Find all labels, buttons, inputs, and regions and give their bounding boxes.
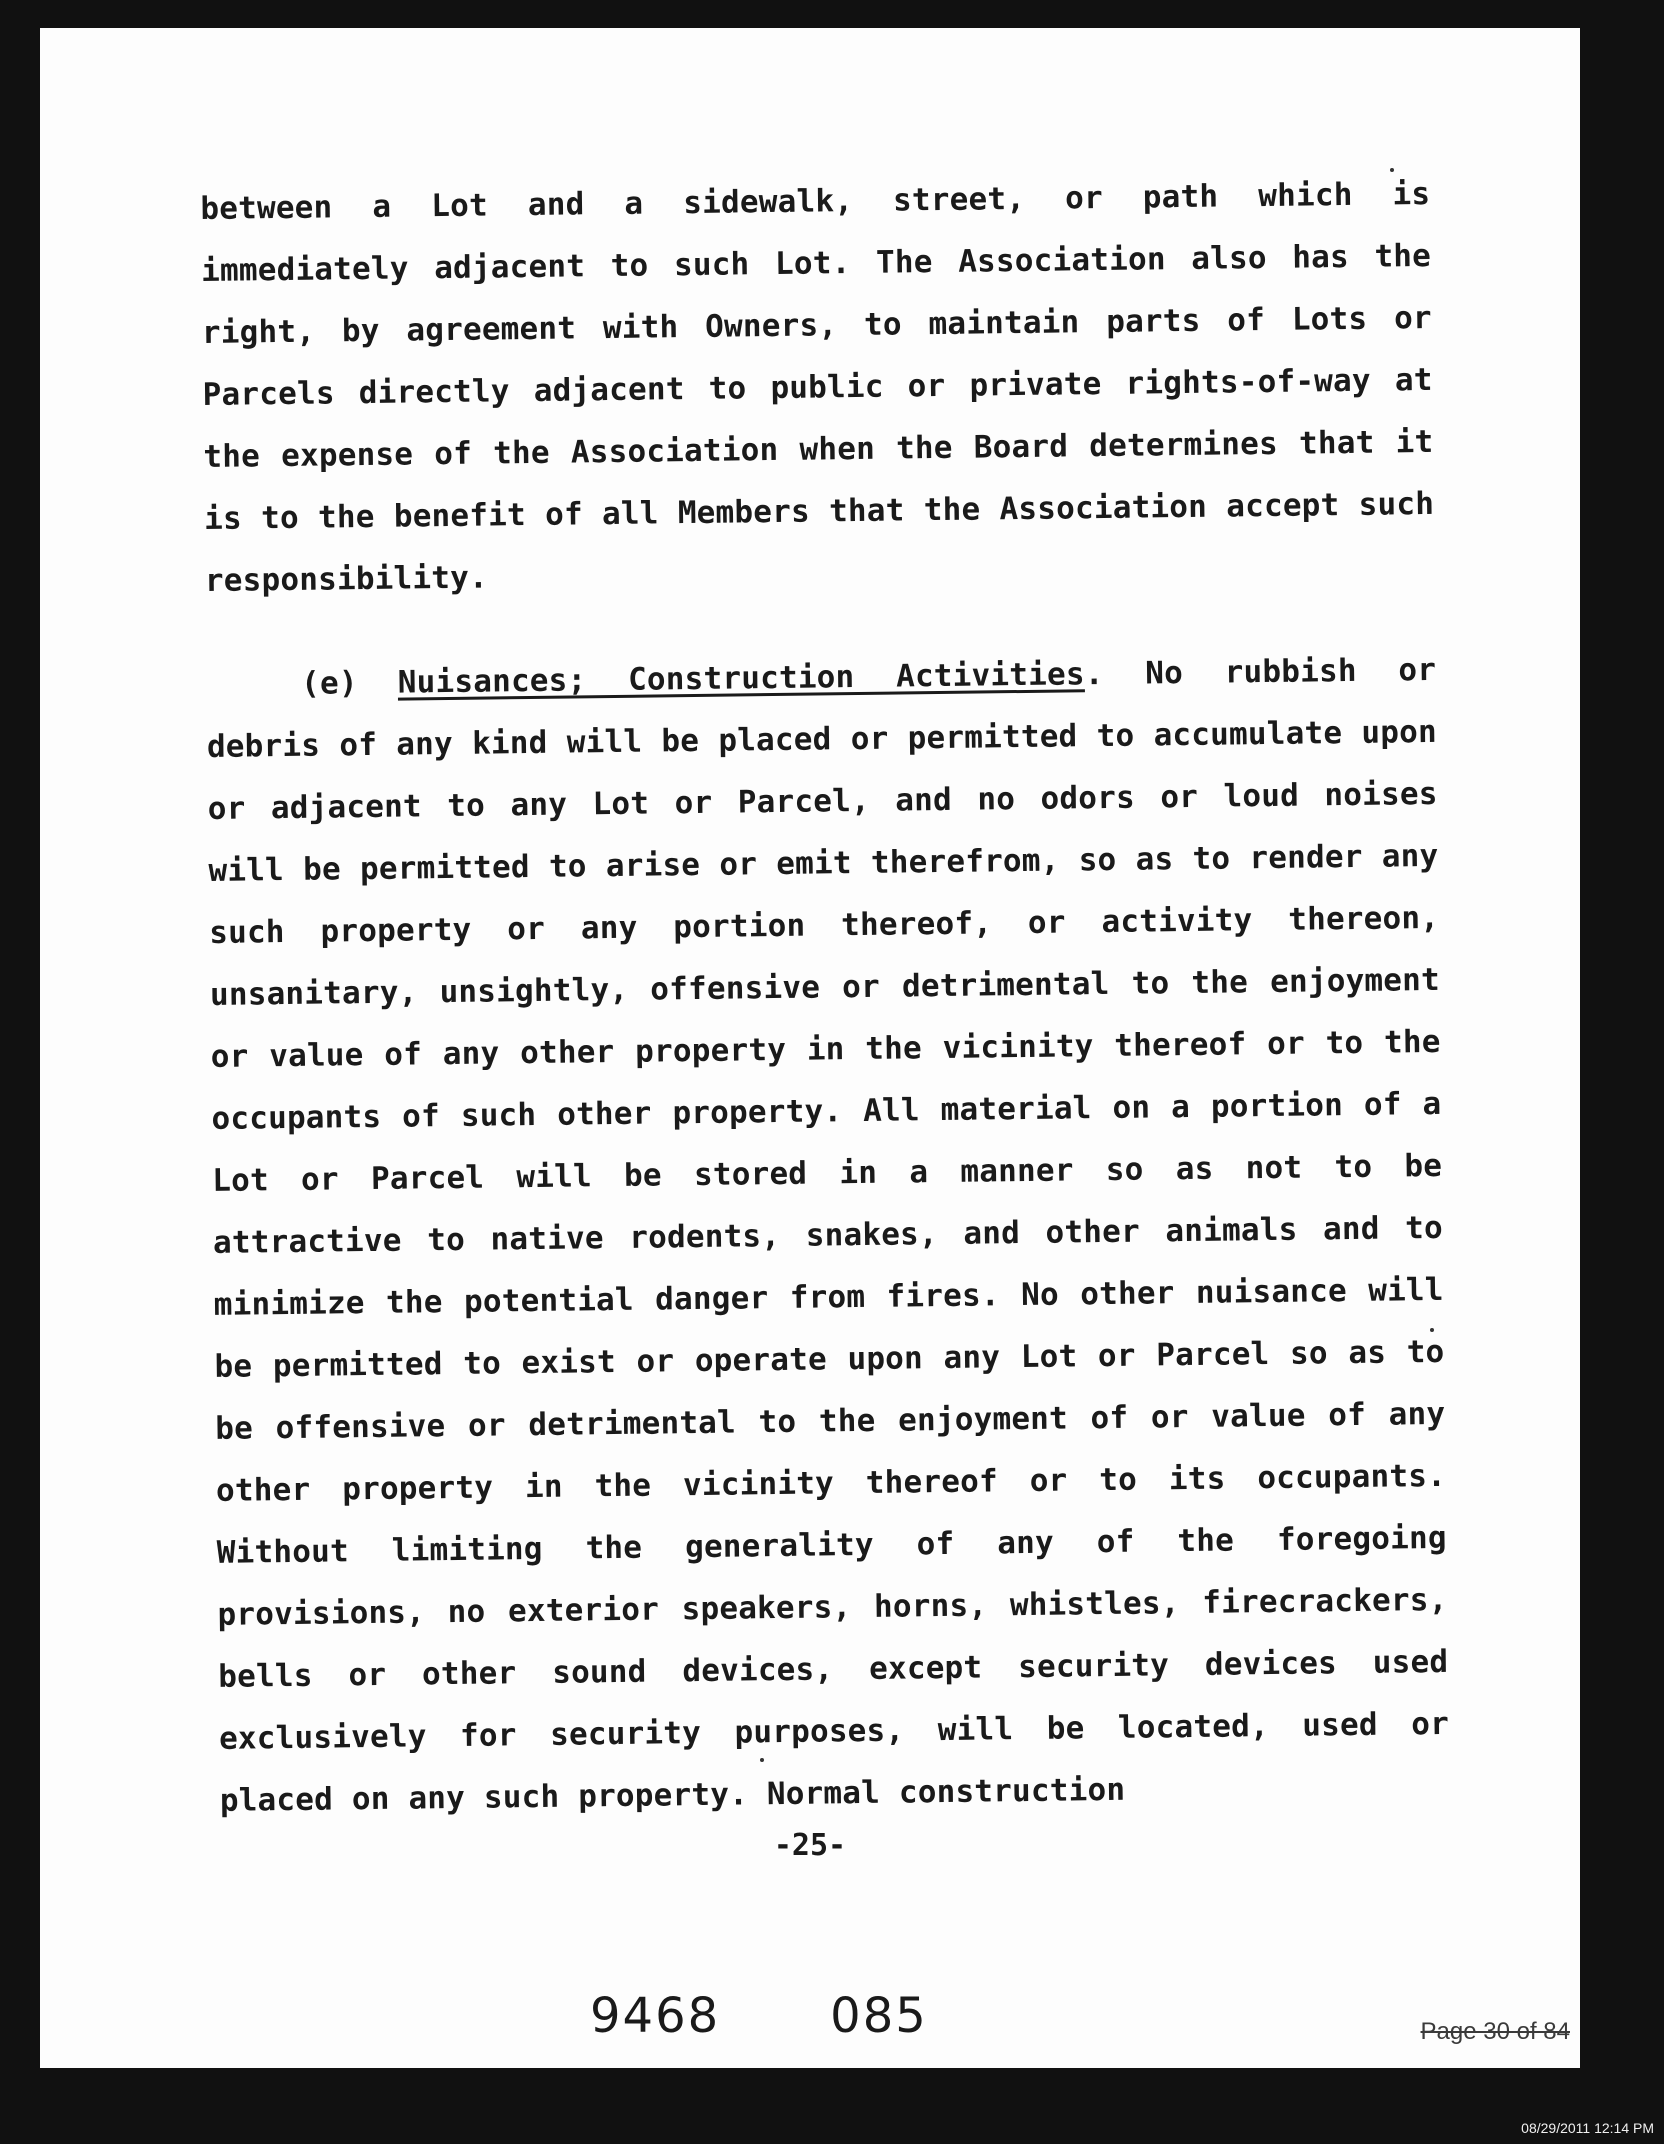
document-body (200, 163, 1450, 1832)
document-page (40, 28, 1580, 2068)
section-e-text: . No rubbish or debris of any kind will be placed or permitted to accumulate upon or adjacent to any Lot or Parcel, and no odors or loud noises will be permitted to arise or emit therefrom, so as to render any such property or any portion thereof, or activity thereon, unsanitary, unsightly, offensive or detrimental to the enjoyment or value of any other property in the vicinity thereof or to the occupants of such other property. All material on a portion of a Lot or Parcel will be stored in a manner so as not to be attractive to native rodents, snakes, and other animals and to minimize the potential danger from fires. No other nuisance will be permitted to exist or operate upon any Lot or Parcel so as to be offensive or detrimental to the enjoyment of or value of any other property in the vicinity thereof or to its occupants. Without limiting the generality of any of the foregoing provisions, no exterior speakers, horns, whistles, firecrackers, bells or other sound devices, except security devices used exclusively for security purposes, will be located, used or placed on any such property. Normal construction (206, 651, 1450, 1819)
scan-speck (1390, 168, 1394, 172)
page-number: -25- (773, 1828, 847, 1863)
scan-speck (760, 1758, 764, 1762)
section-e-label: (e) (300, 665, 358, 702)
page-stamp-number: 085 (830, 1988, 928, 2044)
book-page-stamp (590, 1988, 928, 2044)
viewer-page-indicator: Page 30 of 84 (1420, 2018, 1570, 2045)
paragraph-continuation: between a Lot and a sidewalk, street, or path which is immediately adjacent to such Lot. The Association also has the right, by agreement with Owners, to maintain parts of Lots or Parcels directly adjacent to public or private rights-of-way at the expense of the Association when the Board determines that it is to the benefit of all Members that the Association accept such responsibility. (200, 175, 1435, 599)
print-timestamp: 08/29/2011 12:14 PM (1521, 2120, 1654, 2136)
section-e-heading: Nuisances; Construction Activities (397, 656, 1085, 701)
section-e-paragraph (206, 639, 1450, 1832)
book-number: 9468 (590, 1988, 721, 2044)
scan-speck (1430, 1328, 1434, 1332)
